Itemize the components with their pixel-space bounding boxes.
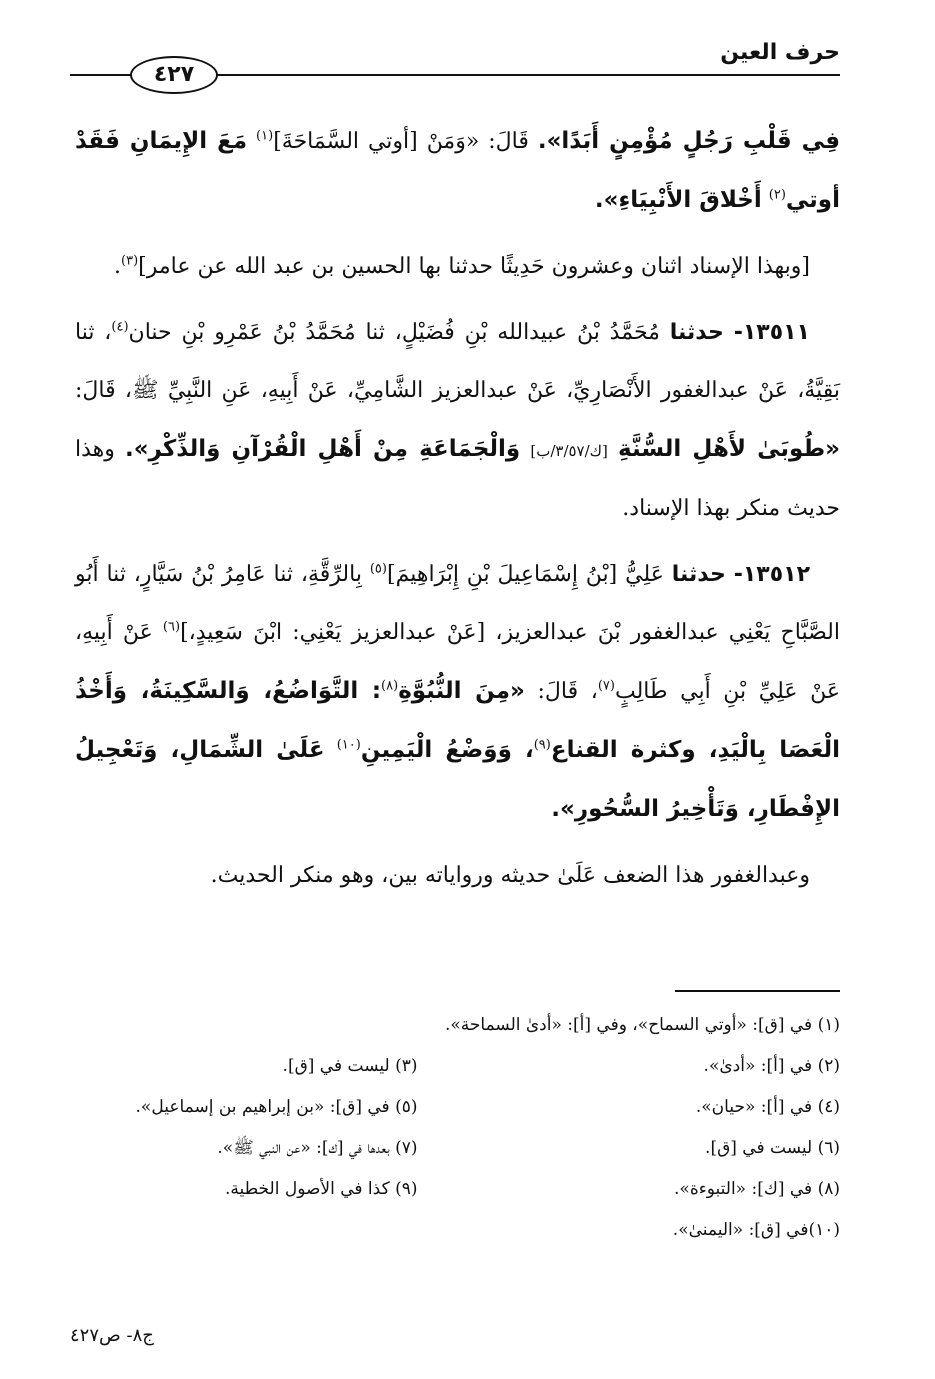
comment-text: وهذا حديث منكر بهذا الإسناد. bbox=[75, 437, 840, 521]
page-header bbox=[70, 40, 840, 100]
footnote-ref[interactable]: (٣) bbox=[121, 253, 139, 269]
footnote-ref[interactable]: (٨) bbox=[381, 678, 399, 694]
footnote-4: (٤) في [أ]: «حيان». bbox=[695, 1097, 840, 1117]
footnote-6: (٦) ليست في [ق]. bbox=[705, 1138, 840, 1158]
paragraph-text: . bbox=[114, 254, 122, 279]
paragraph-5 bbox=[75, 847, 840, 905]
footnote-ref[interactable]: (٧) bbox=[597, 678, 615, 694]
footnote-separator bbox=[675, 990, 840, 992]
footnote-3: (٣) ليست في [ق]. bbox=[282, 1056, 418, 1076]
footnote-ref[interactable]: (٥) bbox=[369, 561, 387, 577]
page-number: ٤٢٧ bbox=[130, 56, 218, 94]
isnad-text: مُحَمَّدُ بْنُ عبيدالله بْنِ فُضَيْلٍ، ثنا مُحَمَّدُ بْنُ عَمْرِو بْنِ حنان bbox=[128, 320, 660, 345]
footnote-ref[interactable]: (١) bbox=[256, 128, 274, 144]
paragraph-1 bbox=[75, 112, 840, 230]
hadith-label: حدثنا bbox=[671, 562, 726, 587]
chapter-title: حرف العين bbox=[720, 40, 840, 65]
footnote-2: (٢) في [أ]: «أدىٰ». bbox=[703, 1056, 840, 1076]
hadith-text: «مِنَ النُّبُوَّةِ bbox=[398, 678, 525, 704]
footnote-7: (٧) بعدها في [ك]: «عن النبي ﷺ». bbox=[217, 1138, 418, 1158]
hadith-number: ١٣٥١١- bbox=[733, 320, 810, 345]
isnad-text: ، ثنا بَقِيَّةُ، عَنْ عبدالغفور الأَنْصَارِيِّ، عَنْ عبدالعزيز الشَّامِيِّ، عَنْ أَبِيهِ، عَنِ النَّبِيِّ ﷺ، قَالَ: bbox=[75, 320, 840, 403]
footnote-ref[interactable]: (٢) bbox=[768, 187, 786, 203]
footnote-10: (١٠)في [ق]: «اليمنىٰ». bbox=[672, 1220, 840, 1240]
footnote-5: (٥) في [ق]: «بن إبراهيم بن إسماعيل». bbox=[135, 1097, 418, 1117]
paragraph-2 bbox=[75, 238, 840, 296]
hadith-text: عَلَىٰ الشِّمَالِ، وَتَعْجِيلُ الإِفْطَارِ، وَتَأْخِيرُ السُّحُورِ». bbox=[75, 737, 840, 822]
narration-text: قَالَ: «وَمَنْ [أوتي السَّمَاحَةَ] bbox=[273, 129, 529, 154]
isnad-text: ، قَالَ: bbox=[537, 679, 598, 704]
footnote-ref[interactable]: (٤) bbox=[111, 319, 129, 335]
comment-text: وعبدالغفور هذا الضعف عَلَىٰ حديثه ورواياته بين، وهو منكر الحديث. bbox=[210, 863, 810, 888]
hadith-text: «طُوبَىٰ لأَهْلِ السُّنَّةِ bbox=[618, 436, 841, 462]
manuscript-ref: [ك/٣/٥٧/ب] bbox=[530, 442, 608, 460]
footnote-ref[interactable]: (١٠) bbox=[336, 737, 361, 753]
footnote-ref[interactable]: (٦) bbox=[162, 619, 181, 635]
footnote-ref[interactable]: (٩) bbox=[533, 737, 551, 753]
volume-page-reference: ج٨- ص٤٢٧ bbox=[70, 1325, 154, 1346]
isnad-text: عَلِيُّ [بْنُ إِسْمَاعِيلَ بْنِ إِبْرَاهِيمَ] bbox=[386, 562, 664, 587]
hadith-text: فِي قَلْبِ رَجُلٍ مُؤْمِنٍ أَبَدًا». bbox=[537, 128, 841, 154]
hadith-text: مَعَ الإِيمَانِ فَقَدْ أوتي bbox=[75, 128, 840, 213]
footnote-1: (١) في [ق]: «أوتي السماح»، وفي [أ]: «أدىٰ السماحة». bbox=[444, 1015, 840, 1035]
isnad-text: عَنْ أَبِيهِ، عَنْ عَلِيِّ بْنِ أَبِي طَالِبٍ bbox=[75, 620, 840, 704]
hadith-text: : التَّوَاضُعُ، وَالسَّكِينَةُ، وَأَخْذُ الْعَصَا بِالْيَدِ، وكثرة القناع bbox=[75, 678, 841, 763]
hadith-label: حدثنا bbox=[669, 320, 724, 345]
isnad-text: بِالرِّقَّةِ، ثنا عَامِرُ بْنُ سَيَّارٍ، ثنا أَبُو الصَّبَّاحِ يَعْنِي عبدالغفور بْنَ عبدالعزيز، [عَنْ عبدالعزيز يَعْنِي: ابْنَ سَعِيدٍ،] bbox=[75, 562, 840, 645]
hadith-text: وَالْجَمَاعَةِ مِنْ أَهْلِ الْقُرْآنِ وَالذِّكْرِ». bbox=[125, 436, 521, 462]
hadith-text: أَخْلاقَ الأَنْبِيَاءِ». bbox=[594, 187, 762, 213]
hadith-text: ، وَوَضْعُ الْيَمِينِ bbox=[360, 737, 534, 763]
hadith-number: ١٣٥١٢- bbox=[733, 562, 810, 587]
footnote-9: (٩) كذا في الأصول الخطية. bbox=[224, 1179, 418, 1199]
main-text bbox=[75, 112, 840, 913]
hadith-13511 bbox=[75, 304, 840, 538]
footnotes bbox=[75, 1005, 840, 1251]
hadith-13512 bbox=[75, 546, 840, 839]
paragraph-text: [وبهذا الإسناد اثنان وعشرون حَدِيثًا حدثنا بها الحسين بن عبد الله عن عامر] bbox=[138, 254, 810, 279]
footnote-8: (٨) في [ك]: «التبوءة». bbox=[674, 1179, 840, 1199]
